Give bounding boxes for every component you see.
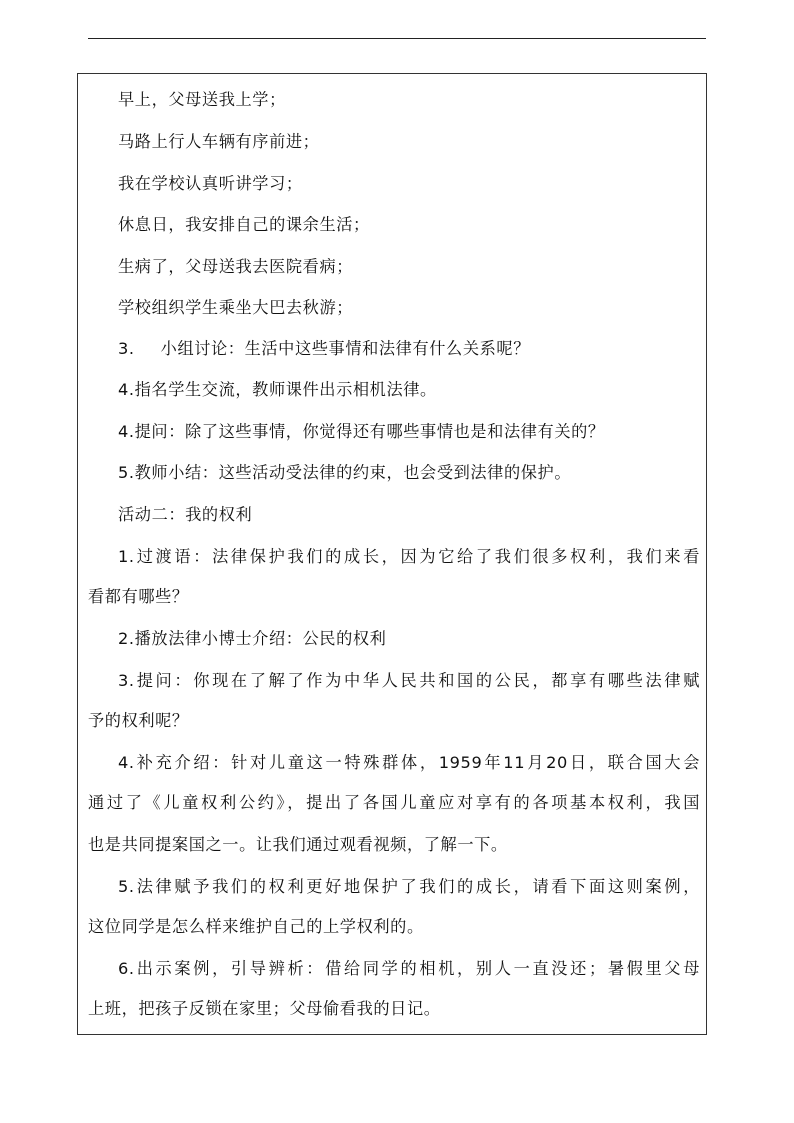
- text-line: 5.法律赋予我们的权利更好地保护了我们的成长，请看下面这则案例，: [118, 877, 700, 896]
- text-line: 1.过渡语：法律保护我们的成长，因为它给了我们很多权利，我们来看: [118, 547, 700, 566]
- text-line: 休息日，我安排自己的课余生活；: [118, 215, 370, 234]
- text-line: 4.提问：除了这些事情，你觉得还有哪些事情也是和法律有关的？: [118, 422, 605, 441]
- text-line: 学校组织学生乘坐大巴去秋游；: [118, 298, 354, 317]
- text-line: 3.提问：你现在了解了作为中华人民共和国的公民，都享有哪些法律赋: [118, 671, 700, 690]
- list-text: 小组讨论：生活中这些事情和法律有什么关系呢？: [160, 339, 530, 358]
- text-line: 这位同学是怎么样来维护自己的上学权利的。: [88, 917, 424, 936]
- text-line: 6.出示案例，引导辨析：借给同学的相机，别人一直没还；暑假里父母: [118, 959, 700, 978]
- text-line: 我在学校认真听讲学习；: [118, 174, 303, 193]
- section-heading: 活动二：我的权利: [118, 505, 253, 524]
- text-line: 2.播放法律小博士介绍：公民的权利: [118, 629, 387, 648]
- text-line: 马路上行人车辆有序前进；: [118, 132, 320, 151]
- text-line: 4.指名学生交流，教师课件出示相机法律。: [118, 380, 437, 399]
- text-line: 5.教师小结：这些活动受法律的约束，也会受到法律的保护。: [118, 463, 572, 482]
- text-line: 4.补充介绍：针对儿童这一特殊群体，1959年11月20日，联合国大会: [118, 753, 700, 772]
- header-rule: [88, 38, 706, 39]
- list-number: 3.: [118, 339, 135, 358]
- text-line: 看都有哪些？: [88, 587, 189, 606]
- text-line: 上班，把孩子反锁在家里；父母偷看我的日记。: [88, 999, 441, 1018]
- text-line: 也是共同提案国之一。让我们通过观看视频，了解一下。: [88, 835, 508, 854]
- text-line: 早上，父母送我上学；: [118, 90, 286, 109]
- text-line: 生病了，父母送我去医院看病；: [118, 257, 354, 276]
- text-line: [118, 339, 700, 359]
- text-line: 予的权利呢？: [88, 711, 189, 730]
- text-line: 通过了《儿童权利公约》，提出了各国儿童应对享有的各项基本权利，我国: [88, 793, 700, 812]
- lesson-plan-table-cell: [77, 73, 707, 1035]
